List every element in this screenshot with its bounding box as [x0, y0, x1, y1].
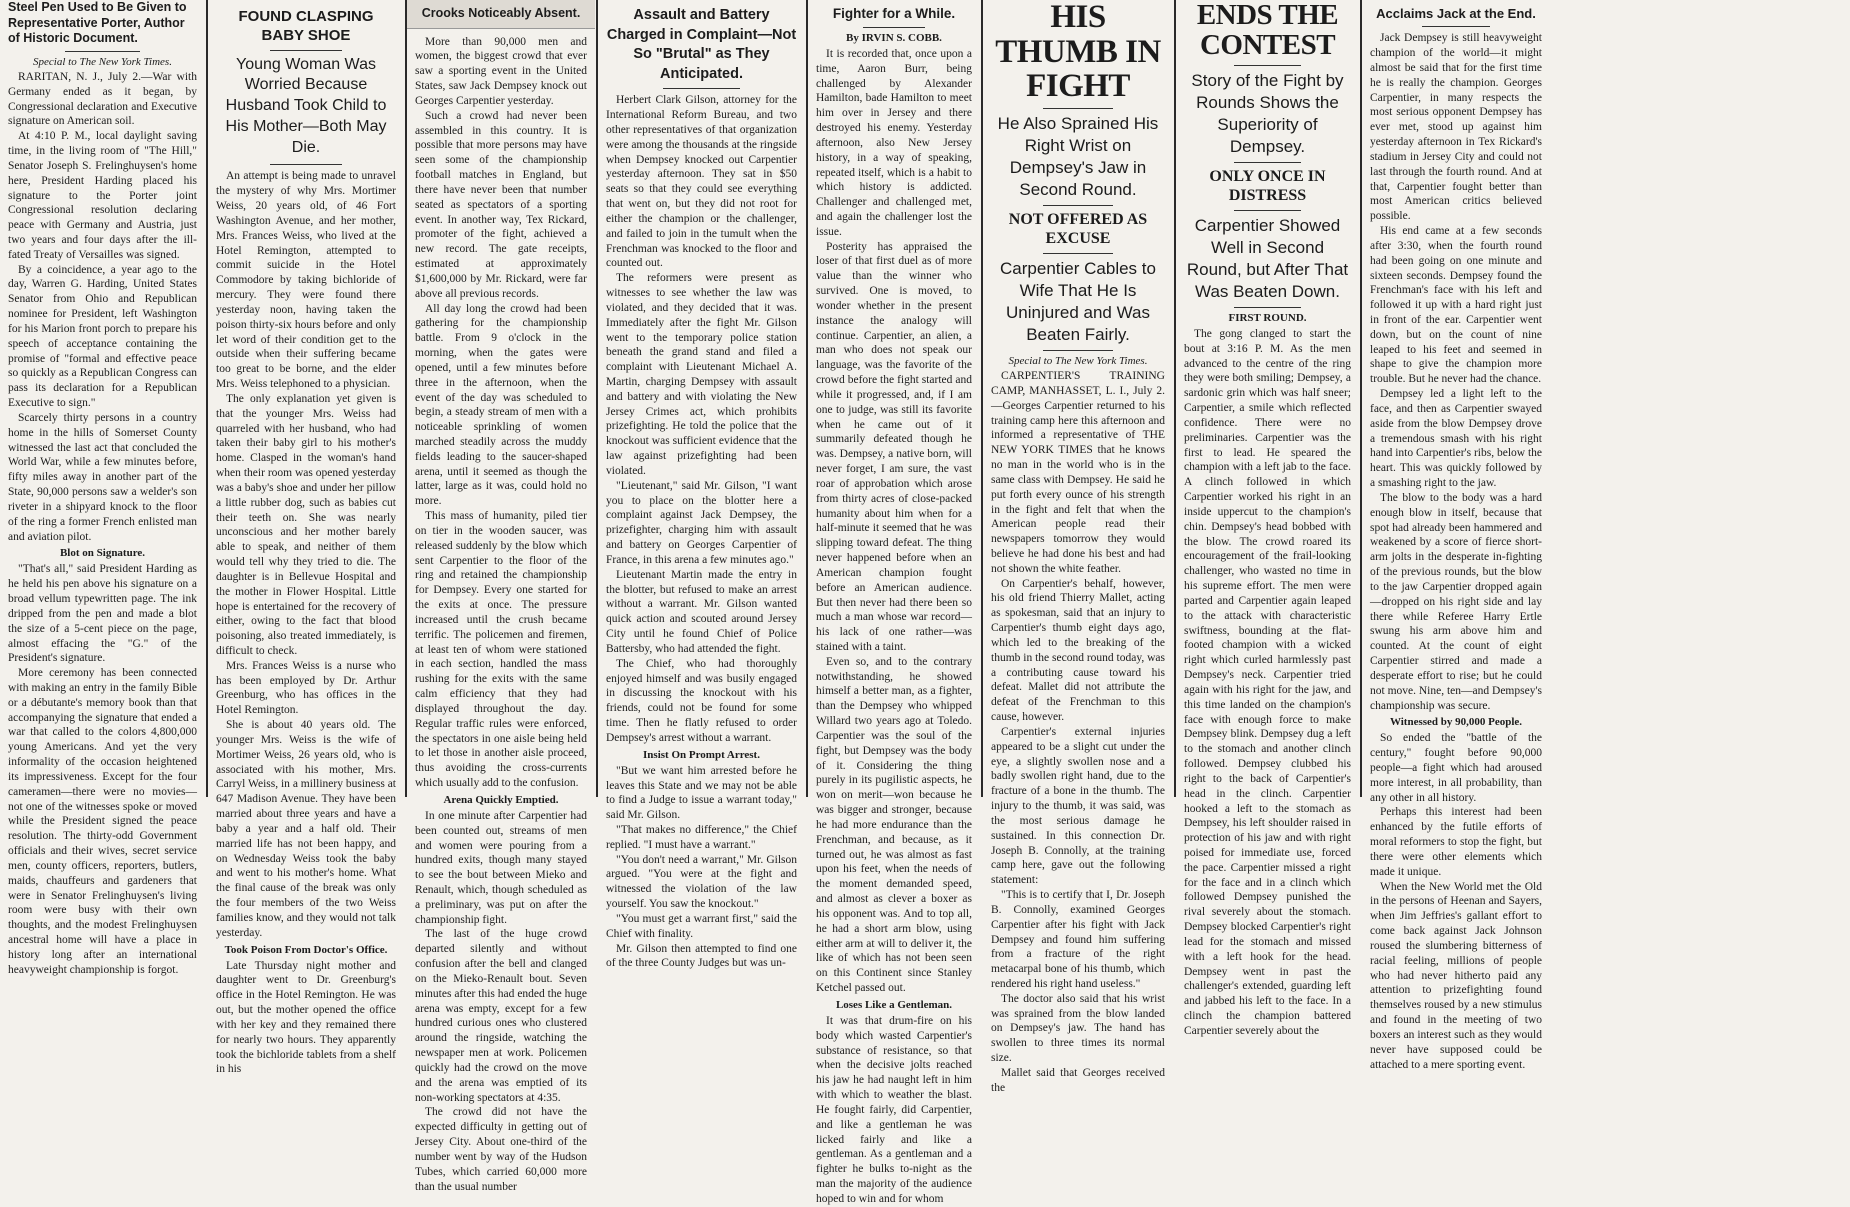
paragraph: "That makes no difference," the Chief replied. "I must have a warrant.": [606, 824, 797, 851]
paragraph: The gong clanged to start the bout at 3:16 P. M. As the men advanced to the centre of the ring they were both smiling; Dempsey, a sardonic grin which was half sneer; Carpentier, a smile which reflected confidence. There were no preliminaries. Carpentier was the first to lead. He speared the champion with a left jab to the face. A clinch followed in which Carpentier worked his right in an inside uppercut to the champion's chin. Dempsey's head bobbed with the blow. The crowd roared its encouragement of the frail-looking challenger, who wasted no time in his supreme effort. The men were parted and Carpentier again leaped to the attack with characteristic swiftness, bounding at the flat-footed champion with a wicked right which curled harmlessly past Dempsey's neck. Carpentier tried again with his right for the jaw, and this time landed on the champion's face with enough force to make Dempsey blink. Dempsey dug a left to the stomach and another clinch followed. Dempsey clubbed his right to the back of Carpentier's head in the clinch. Carpentier hooked a left to the stomach as Dempsey, his left shoulder raised in protection of his jaw and with right poised for immediate use, forced the pace. Carpentier missed a right for the face and in a clinch which followed Dempsey punished the rival severely about the stomach. Dempsey blocked Carpentier's right lead for the stomach and missed with a left hook for the head. Dempsey went in past the challenger's extended, guarding left and jabbed his left to the face. In a clinch the champion battered Carpentier severely about the: [1184, 328, 1351, 1037]
subhead: Loses Like a Gentleman.: [835, 998, 953, 1011]
paragraph: The doctor also said that his wrist was sprained from the blow landed on Dempsey's jaw. The hand has swollen to three times its normal size.: [991, 992, 1165, 1065]
column-cobb: [808, 0, 980, 1205]
paragraph: In one minute after Carpentier had been counted out, streams of men and women were pouring from a hundred exits, though many stayed to see the bout between Mieko and Renault, which, though scheduled as a preliminary, was put on after the championship fight.: [415, 809, 587, 926]
paragraph: Perhaps this interest had been enhanced by the futile efforts of moral reformers to stop the fight, but there were other elements which made it unique.: [1370, 806, 1542, 878]
dateline: Special to The New York Times.: [33, 55, 172, 68]
paragraph: The crowd did not have the expected difficulty in getting out of Jersey City. About one-third of the number went by way of the Hudson Tubes, which carried 60,000 more than the usual number: [415, 1106, 587, 1193]
column-thumb: [983, 0, 1173, 1094]
caps-headline: ONLY ONCE IN DISTRESS: [1209, 168, 1326, 205]
paragraph: The Chief, who had thoroughly enjoyed himself and was busily engaged in discussing the knockout with his friends, could not be found for some time. Then he flatly refused to order Dempsey's arrest without a warrant.: [606, 657, 797, 744]
paragraph: "Lieutenant," said Mr. Gilson, "I want you to place on the blotter here a complaint against Jack Dempsey, the prizefighter, charging him with assault and battery on Georges Carpentier of France, in this arena a few minutes ago.": [606, 479, 797, 566]
deck-baby-shoe: Young Woman Was Worried Because Husband Took Child to His Mother—Both May Die.: [225, 55, 387, 156]
paragraph: By a coincidence, a year ago to the day, Warren G. Harding, United States Senator from Ohio and Republican nominee for President, left Washington for his Marion front porch to prepare his speech of acceptance containing the promise of "formal and effective peace so quickly as a Republican Congress can pass its declaration for a Republican Executive to sign.": [8, 263, 197, 410]
paragraph: An attempt is being made to unravel the mystery of why Mrs. Mortimer Weiss, 20 years old, of 46 Fort Washington Avenue, and her mother, Mrs. Frances Weiss, who lived at the Hotel Remington, attempted to commit suicide in the Hotel Commodore by taking bichloride of mercury. They were found there yesterday noon, having taken the poison thirty-six hours before and only let word of their condition get to the outside when their suffering became too great to be borne, and the elder Mrs. Weiss telephoned to a physician.: [216, 170, 396, 391]
headline-fighter: Fighter for a While.: [832, 6, 956, 21]
paragraph: Carpentier's external injuries appeared to be a slight cut under the eye, a slightly swollen nose and a badly swollen right hand, due to the fracture of a bone in the thumb. The injury to the thumb, it was said, was the most serious damage he sustained. In this connection Dr. Joseph B. Connolly, at the training camp here, gave out the following statement:: [991, 725, 1165, 887]
paragraph: CARPENTIER'S TRAINING CAMP, MANHASSET, L. I., July 2.—Georges Carpentier returned to his training camp here this afternoon and informed a representative of THE NEW YORK TIMES that he knows no man in the world who is in the same class with Dempsey. He said he put forth every ounce of his strength in the fight and felt that when the American people read their newspapers tomorrow they would believe he had done his best and had not shown the white feather.: [991, 370, 1165, 575]
paragraph: The last of the huge crowd departed silently and without confusion after the bell and clanged on the Mieko-Renault bout. Seven minutes after this had ended the huge arena was empty, except for a few hundred curious ones who clustered around the ringside, watching the newspaper men at work. Policemen quickly had the crowd on the move and the arena was emptied of its non-working spectators at 4:35.: [415, 928, 587, 1104]
headline-assault-charge: Assault and Battery Charged in Complaint—Not So "Brutal" as They Anticipated.: [606, 7, 797, 82]
subhead: Blot on Signature.: [59, 547, 146, 560]
column-acclaims: [1362, 0, 1550, 1071]
paragraph: RARITAN, N. J., July 2.—War with Germany ended as it began, by Congressional declaration and Executive signature on American soil.: [8, 70, 197, 128]
paragraph: "This is to certify that I, Dr. Joseph B. Connolly, examined Georges Carpentier after his fight with Jack Dempsey and found him suffering from a fracture of the right metacarpal bone of his thumb, which rendered his right hand useless.": [991, 889, 1165, 990]
divider: [1422, 26, 1491, 27]
paragraph: Dempsey led a light left to the face, and then as Carpentier swayed aside from the blow Dempsey drove a tremendous smash with his right hand into Carpentier's ribs, below the heart. This was quickly followed by a smashing right to the jaw.: [1370, 388, 1542, 490]
paragraph: Lieutenant Martin made the entry in the blotter, but refused to make an arrest without a warrant. Mr. Gilson wanted quick action and scouted around Jersey City until he found Chief of Police Battersby, who had attended the fight.: [606, 568, 797, 655]
headline-baby-shoe: FOUND CLASPING BABY SHOE: [238, 8, 374, 44]
byline: By IRVIN S. COBB.: [846, 31, 942, 44]
divider: [1043, 108, 1113, 109]
divider: [65, 51, 141, 52]
headline-acclaims: Acclaims Jack at the End.: [1376, 6, 1536, 21]
divider: [1043, 205, 1113, 206]
paragraph: She is about 40 years old. The younger Mrs. Weiss is the wife of Mortimer Weiss, 26 years old, who is associated with his mother, Mrs. Carryl Weiss, in a millinery business at 647 Madison Avenue. They have been married about three years and have a baby a year and a half old. Their married life has not been happy, and on Wednesday Weiss took the baby and went to his mother's home. What the final cause of the break was only the four members of the two Weiss families know, and they would not talk yesterday.: [216, 719, 396, 939]
divider: [270, 164, 342, 165]
paragraph: At 4:10 P. M., local daylight saving time, in the living room of "The Hill," Senator Joseph S. Frelinghuysen's home here, President Harding placed his signature to the Porter joint Congressional resolution declaring peace with Germany and Austria, just two years and four days after the ill-fated Treaty of Versailles was signed.: [8, 130, 197, 261]
paragraph: "You don't need a warrant," Mr. Gilson argued. "You were at the fight and witnessed the violation of the law yourself. You saw the knockout.": [606, 853, 797, 911]
paragraph: More than 90,000 men and women, the biggest crowd that ever saw a sporting event in the United States, saw Jack Dempsey knock out Georges Carpentier yesterday.: [415, 35, 587, 107]
dateline: Special to The New York Times.: [1008, 355, 1148, 368]
paragraph: Mr. Gilson then attempted to find one of the three County Judges but was un-: [606, 942, 797, 970]
subhead: Witnessed by 90,000 People.: [1389, 716, 1523, 729]
paragraph: "That's all," said President Harding as he held his pen above his signature on a broad vellum typewritten page. The ink dripped from the pen and made a blot the size of a 5-cent piece on the page, almost effacing the "G." of the President's signature.: [8, 563, 197, 665]
paragraph: So ended the "battle of the century," fought before 90,000 people—a fight which had aroused more interest, in all probability, than any other in all history.: [1370, 732, 1542, 804]
subhead: Arena Quickly Emptied.: [443, 793, 559, 806]
column-baby-shoe: [208, 0, 404, 1076]
paragraph: "But we want him arrested before he leaves this State and we may not be able to find a Judge to issue a warrant today," said Mr. Gilson.: [606, 764, 797, 822]
paragraph: This mass of humanity, piled tier on tier in the wooden saucer, was released suddenly by the blow which sent Carpentier to the floor of the ring and retained the championship for Dempsey. Every one started for the exits at once. The pressure increased until the crush became terrific. The policemen and firemen, at least ten of whom were stationed in each section, handled the mass rushing for the exits with the same calm efficiency that they had displayed throughout the day. Regular traffic rules were enforced, the spectators in one aisle being held to let those in another aisle proceed, thus avoiding the cross-currents which usually add to the confusion.: [415, 510, 587, 790]
divider: [863, 27, 925, 28]
paragraph: Mallet said that Georges received the: [991, 1066, 1165, 1094]
column-rounds: [1176, 0, 1359, 1037]
divider: [1234, 210, 1301, 211]
paragraph: Such a crowd had never been assembled in this country. It is possible that more persons may have seen some of the championship football matches in England, but there have never been that number seated as spectators of a sporting event. In another way, Tex Rickard, promoter of the fight, achieved a new record. The gate receipts, estimated at approximately $1,600,000 by Mr. Rickard, were far above all previous records.: [415, 109, 587, 300]
paragraph: When the New World met the Old in the persons of Heenan and Sayers, when Jim Jeffries's gallant effort to come back against Jack Johnson roused the slumbering bitterness of racial feeling, millions of people who had never hitherto paid any attention to prizefighting found themselves roused by a new stimulus and found in the meeting of two boxers an interest such as they would never have supposed could be attached to a mere sporting event.: [1370, 880, 1542, 1071]
paragraph: The reformers were present as witnesses to see whether the law was violated, and they decided that it was. Immediately after the fight Mr. Gilson went to the temporary police station beneath the grand stand and filed a complaint with Lieutenant Michael A. Martin, charging Dempsey with assault and battery and with violating the New Jersey Crimes act, which prohibits prizefighting. He told the police that the knockout was sufficient evidence that the law against prizefighting had been violated.: [606, 272, 797, 477]
paragraph: Even so, and to the contrary notwithstanding, he showed himself a better man, as a fighter, than the Dempsey who whipped Willard two years ago at Toledo. Carpentier was the soul of the fight, but Dempsey was the body of it. Considering the thing purely in its pugilistic aspects, he won on merit—won because he was bigger and stronger, because he had more endurance than the Frenchman, and because, as it turned out, he was almost as fast upon his feet, when the needs of the moment demanded speed, and almost as clever a boxer as his opponent was. And to top all, he had a short arm blow, using either arm at will to deliver it, the like of which has not been seen on this Continent since Stanley Ketchel passed out.: [816, 655, 972, 995]
subhead: Insist On Prompt Arrest.: [643, 748, 760, 761]
subhead: Took Poison From Doctor's Office.: [224, 943, 388, 956]
paragraph: Mrs. Frances Weiss is a nurse who has been employed by Dr. Arthur Greenburg, who has offices in the Hotel Remington.: [216, 659, 396, 717]
paragraph: The only explanation yet given is that the younger Mrs. Weiss had quarreled with her husband, who had taken their baby girl to his mother's home. Clasped in the woman's hand when their room was opened yesterday was a baby's shoe and under her pillow a little rubber dog, such as babies cut their teeth on. She was nearly unconscious and her mother barely able to speak, and neither of them would tell why they tried to die. The daughter is in Bellevue Hospital and the mother in Flower Hospital. Little hope is entertained for the recovery of either, owing to the fact that blood poisoning, also treated immediately, is difficult to check.: [216, 392, 396, 657]
paragraph: It was that drum-fire on his body which wasted Carpentier's substance of resistance, so that when the decisive jolts reached his jaw he had naught left in him with which to weather the blast. He fought fairly, did Carpentier, and like a gentleman he was licked fairly and like a gentleman. As a gentleman and a fighter he bulks to-night as the man the majority of the audience hoped to win and for whom: [816, 1014, 972, 1205]
caps-headline: NOT OFFERED AS EXCUSE: [1008, 211, 1148, 248]
headline-crooks-absent: Crooks Noticeably Absent.: [407, 0, 595, 29]
deck-steel-pen: Steel Pen Used to Be Given to Representative Porter, Author of Historic Document.: [8, 0, 187, 46]
deck-cables-wife: Carpentier Cables to Wife That He Is Uninjured and Was Beaten Fairly.: [1000, 258, 1156, 344]
divider: [663, 88, 739, 89]
paragraph: The blow to the body was a hard enough blow in itself, because that spot had already been hammered and weakened by a score of fierce short-arm jolts in the desperate in-fighting of the previous rounds, but the blow to the jaw Carpentier dropped again—dropped on his right side and lay there while Referee Harry Ertle swung his arm above him and counted. At the count of eight Carpentier stirred and made a desperate effort to rise; but he could not move. Nine, ten—and Dempsey's championship was secure.: [1370, 491, 1542, 712]
paragraph: Scarcely thirty persons in a country home in the hills of Somerset County witnessed the last act that concluded the World War, while a few minutes before, fifty miles away in another part of the State, 90,000 persons saw a welder's son riveter in a shipyard knock to the floor of the ring a former French enlisted man and aviation pilot.: [8, 411, 197, 543]
paragraph: Herbert Clark Gilson, attorney for the International Reform Bureau, and two other representatives of that organization were among the thousands at the ringside when Dempsey knocked out Carpentier yesterday afternoon. They sat in $50 seats so that they could see everything that went on, but they did not root for either the champion or the challenger, and failed to join in the tumult when the Frenchman was knocked to the floor and counted out.: [606, 94, 797, 270]
column-assault-charge: [598, 0, 805, 970]
paragraph: More ceremony has been connected with making an entry in the family Bible or a débutante's memory book than that accompanying the signature that ended a war that called to the colors 4,800,000 young Americans. And yet the very informality of the occasion heightened its impressiveness. Except for the four cameramen—there were no movies—not one of the witnesses spoke or moved while the President signed the peace resolution. The thirty-odd Government officials and their wives, secret service men, county officers, reporters, butlers, maids, chauffeurs and gardeners that were in Senator Frelinghuysen's living room were busy with their own thoughts, and the modest Frelinghuysen ancestral home will have a place in history long after an international heavyweight championship is forgot.: [8, 667, 197, 976]
column-crowd: [407, 0, 595, 1193]
paragraph: Jack Dempsey is still heavyweight champion of the world—it might almost be said that for the first time he is really the champion. Georges Carpentier, in many respects the most serious opponent Dempsey has ever met, stood up against him yesterday afternoon in Tex Rickard's stadium in Jersey City and could not last through the fourth round. And at that, Carpentier fought better than most American critics believed possible.: [1370, 32, 1542, 223]
paragraph: "You must get a warrant first," said the Chief with finality.: [606, 912, 797, 940]
deck-showed-well: Carpentier Showed Well in Second Round, but After That Was Beaten Down.: [1186, 215, 1349, 301]
paragraph: On Carpentier's behalf, however, his old friend Thierry Mallet, acting as spokesman, said that an injury to Carpentier's thumb eight days ago, which led to the breaking of the thumb in the second round today, was a contributing cause toward his defeat. Mallet did not attribute the defeat of the Frenchman to this cause, however.: [991, 577, 1165, 724]
headline-ends-contest: ENDS THE CONTEST: [1196, 0, 1339, 62]
paragraph: All day long the crowd had been gathering for the championship battle. From 9 o'clock in the morning, when the gates were opened, until a few minutes before three in the afternoon, when the event of the day was scheduled to begin, a steady stream of men with a noticeable sprinkling of women marched steadily across the muddy fields leading to the saucer-shaped arena, until it seemed as though the latter, large as it was, could hold no more.: [415, 302, 587, 508]
divider: [1234, 307, 1301, 308]
column-peace-signing: [0, 0, 205, 976]
subhead: FIRST ROUND.: [1228, 312, 1307, 324]
paragraph: It is recorded that, once upon a time, Aaron Burr, being challenged by Alexander Hamilton, bade Hamilton to meet him over in Jersey and there destroyed his enemy. Yesterday afternoon, also New Jersey history, in a way of speaking, repeated itself, which is a habit to which history is addicted. Challenger and challenged met, and again the challenger lost the issue.: [816, 47, 972, 238]
divider: [1234, 162, 1301, 163]
divider: [1043, 253, 1113, 254]
deck-story-rounds: Story of the Fight by Rounds Shows the Superiority of Dempsey.: [1191, 70, 1344, 157]
divider: [1043, 350, 1113, 351]
paragraph: His end came at a few seconds after 3:30, when the fourth round had been going on one minute and sixteen seconds. Dempsey found the Frenchman's face with his left and followed it up with a hard right just in front of the ear. Carpentier went down, but on the count of nine leaped to his feet and seemed in shape to give the champion more trouble. But he never had the chance.: [1370, 225, 1542, 386]
headline-thumb: HIS THUMB IN FIGHT: [995, 0, 1161, 105]
divider: [270, 50, 342, 51]
deck-thumb: He Also Sprained His Right Wrist on Dempsey's Jaw in Second Round.: [997, 113, 1159, 200]
divider: [1234, 65, 1301, 66]
paragraph: Posterity has appraised the loser of that first duel as of more value than the winner who survived. One is moved, to wonder whether in the present instance the analogy will continue. Carpentier, an alien, a man who does not speak our language, was the favorite of the crowd before the fight started and while it progressed, and, if I am one to judge, was still its favorite when he came out of it summarily defeated though he was. Dempsey, a native born, will never forget, I am sure, the vast roar of approbation which arose from thirty acres of close-packed humanity about him when for a half-minute it seemed that he was slipping toward defeat. The thing never happened before when an American champion fought before an American audience. But then never had there been so much a man whose war record—his lack of one rather—was stained with a taint.: [816, 240, 972, 653]
paragraph: Late Thursday night mother and daughter went to Dr. Greenburg's office in the Hotel Remington. He was out, but the mother opened the office with her key and they remained there for nearly two hours. They apparently took the bichloride tablets from a shelf in his: [216, 959, 396, 1076]
